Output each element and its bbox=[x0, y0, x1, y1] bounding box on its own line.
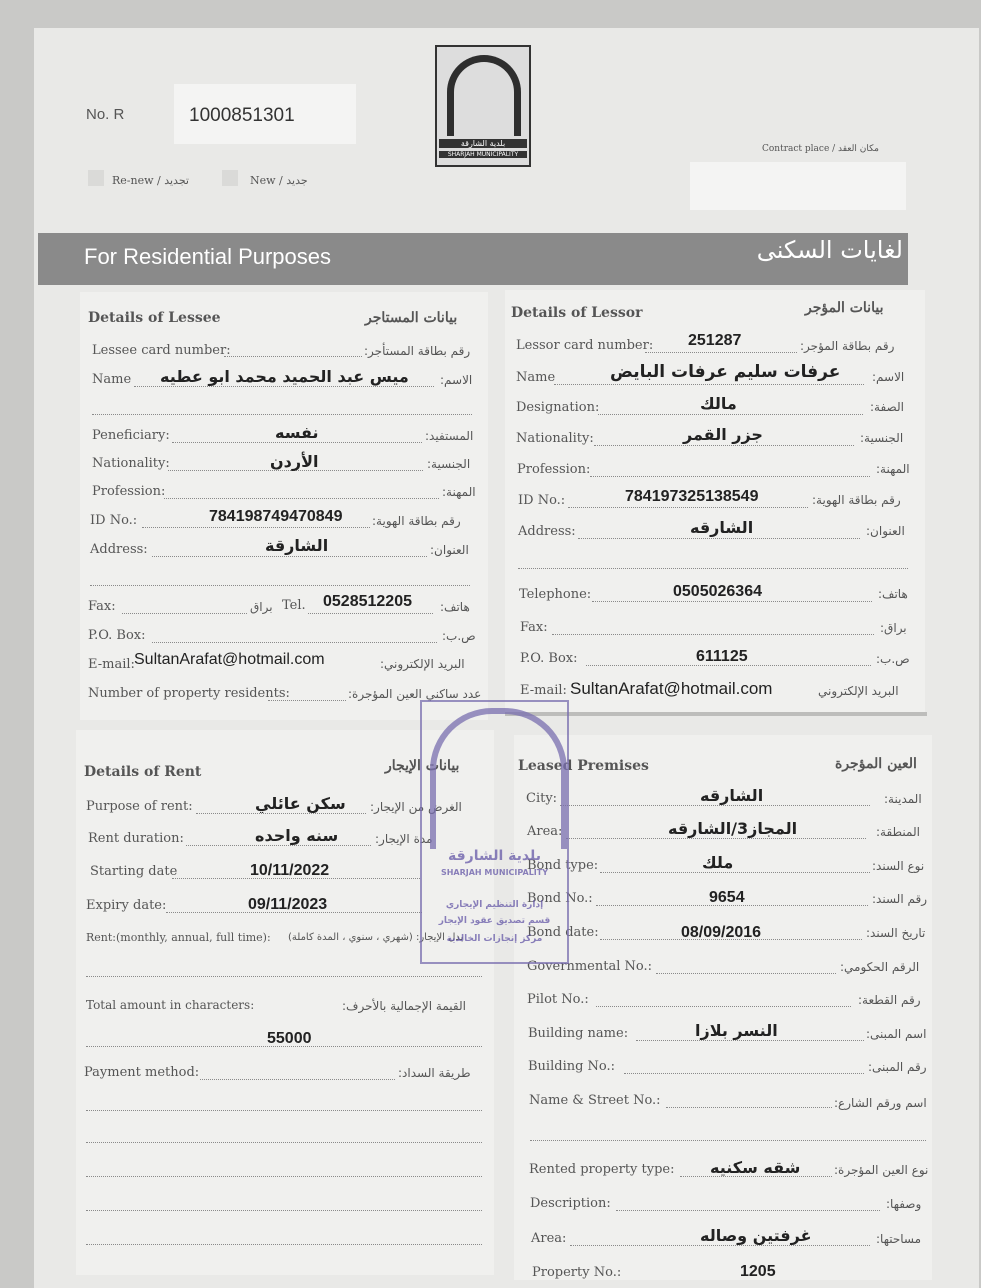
lessee-name-label: Name bbox=[92, 372, 132, 387]
lessee-tel-label: Tel. bbox=[282, 598, 306, 613]
banner-title-en: For Residential Purposes bbox=[84, 244, 332, 269]
premises-building-name-label: Building name: bbox=[528, 1026, 629, 1041]
premises-plot-label-ar: رقم القطعة: bbox=[858, 993, 921, 1007]
lessor-designation-label: Designation: bbox=[516, 400, 600, 415]
stamp-line3: إدارة التنظيم الإيجاري bbox=[445, 900, 544, 910]
lessor-address-label: Address: bbox=[518, 524, 576, 539]
rent-expiry: 09/11/2023 bbox=[248, 896, 328, 913]
lessor-po: 611125 bbox=[696, 648, 748, 665]
lessee-id-label: ID No.: bbox=[90, 513, 138, 528]
lessee-email-label: E-mail: bbox=[88, 657, 135, 672]
lessee-nationality-label-ar: الجنسية: bbox=[427, 457, 471, 471]
lessee-title-ar: بيانات المستاجر bbox=[365, 310, 458, 326]
rent-amount-label: Rent:(monthly, annual, full time): bbox=[86, 931, 271, 944]
renew-label: Re-new / تجديد bbox=[112, 174, 189, 187]
premises-area-label: Area: bbox=[527, 824, 563, 839]
premises-bond-date-label-ar: تاريخ السند: bbox=[866, 926, 926, 940]
stamp-line4: قسم تصديق عقود الإيجار bbox=[438, 916, 551, 926]
lessor-id-label: ID No.: bbox=[518, 493, 566, 508]
premises-bond-date: 08/09/2016 bbox=[681, 924, 762, 941]
rent-title-ar: بيانات الإيجار bbox=[385, 758, 460, 774]
rent-payment-label-ar: طريقة السداد: bbox=[398, 1066, 471, 1080]
lessor-po-label-ar: ص.ب: bbox=[876, 652, 910, 666]
lessee-tel: 0528512205 bbox=[323, 593, 412, 610]
premises-type-label: Rented property type: bbox=[529, 1162, 675, 1177]
premises-building-no-label: Building No.: bbox=[528, 1059, 616, 1074]
premises-gov-label-ar: الرقم الحكومي: bbox=[840, 960, 920, 974]
rent-total-label-ar: القيمة الإجمالية بالأحرف: bbox=[342, 999, 466, 1013]
lessee-po-label: P.O. Box: bbox=[88, 628, 146, 643]
lessee-beneficiary-label: Peneficiary: bbox=[92, 428, 170, 443]
lessee-residents-label: Number of property residents: bbox=[88, 686, 290, 701]
lessee-beneficiary: نفسه bbox=[275, 423, 319, 442]
lessor-tel-label: Telephone: bbox=[519, 587, 592, 602]
premises-area-label-ar: المنطقة: bbox=[876, 825, 920, 839]
lessee-tel-label-ar: هاتف: bbox=[440, 600, 470, 614]
premises-desc-label-ar: وصفها: bbox=[886, 1197, 922, 1211]
premises-area2-label: Area: bbox=[531, 1231, 567, 1246]
premises-plot-label: Pilot No.: bbox=[527, 992, 589, 1007]
lessor-email-label: E-mail: bbox=[520, 683, 567, 698]
rent-payment-label: Payment method: bbox=[84, 1065, 200, 1080]
sharjah-municipality-logo bbox=[435, 45, 531, 167]
premises-city: الشارقه bbox=[700, 786, 764, 805]
logo-text-ar: بلدية الشارقة bbox=[439, 139, 527, 148]
lessor-profession-label: Profession: bbox=[517, 462, 591, 477]
lessee-card-label: Lessee card number: bbox=[92, 343, 231, 358]
lessee-profession-label: Profession: bbox=[92, 484, 166, 499]
lessee-residents-label-ar: عدد ساكني العين المؤجرة: bbox=[348, 687, 482, 701]
lessor-profession-label-ar: المهنة: bbox=[876, 462, 910, 476]
lessee-name-label-ar: الاسم: bbox=[440, 373, 473, 387]
lessor-address-label-ar: العنوان: bbox=[866, 524, 905, 538]
lessor-email-label-ar: البريد الإلكتروني bbox=[818, 684, 899, 698]
stamp-line1: بلدية الشارقة bbox=[448, 848, 541, 864]
lessor-nationality-label-ar: الجنسية: bbox=[860, 431, 904, 445]
premises-type: شقه سكنيه bbox=[710, 1158, 801, 1177]
no-r-label: No. R bbox=[86, 106, 125, 123]
premises-area2: غرفتين وصاله bbox=[700, 1226, 812, 1245]
premises-bond-type: ملك bbox=[702, 853, 734, 872]
premises-bond-no: 9654 bbox=[709, 889, 745, 906]
premises-bond-no-label-ar: رقم السند: bbox=[872, 892, 927, 906]
lessee-id-label-ar: رقم بطاقة الهوية: bbox=[372, 514, 461, 528]
stamp-line5: مركز إنجازات الخالدية bbox=[446, 934, 543, 944]
rent-amount-label-ar: بدل الإيجار: (شهري ، سنوي ، المدة كاملة) bbox=[288, 932, 464, 943]
premises-bond-type-label: Bond type: bbox=[527, 858, 599, 873]
rent-total-label: Total amount in characters: bbox=[86, 998, 255, 1012]
premises-desc-label: Description: bbox=[530, 1196, 611, 1211]
lessor-designation: مالك bbox=[700, 394, 737, 413]
lessor-po-label: P.O. Box: bbox=[520, 651, 578, 666]
renew-checkbox[interactable] bbox=[88, 170, 104, 186]
lessee-address-label-ar: العنوان: bbox=[430, 543, 469, 557]
lessor-card-label: Lessor card number: bbox=[516, 338, 654, 353]
lessor-card: 251287 bbox=[688, 332, 742, 349]
lessor-designation-label-ar: الصفة: bbox=[870, 400, 904, 414]
lessee-nationality-label: Nationality: bbox=[92, 456, 170, 471]
lessor-nationality-label: Nationality: bbox=[516, 431, 594, 446]
lessor-name: عرفات سليم عرفات البايض bbox=[610, 362, 841, 382]
rent-start: 10/11/2022 bbox=[250, 862, 330, 879]
stamp-line2: SHARJAH MUNICIPALITY bbox=[440, 868, 549, 877]
premises-bond-date-label: Bond date: bbox=[527, 925, 599, 940]
lessee-email: SultanArafat@hotmail.com bbox=[134, 651, 325, 668]
lessor-tel-label-ar: هاتف: bbox=[878, 587, 908, 601]
lessee-fax-label-ar: براق bbox=[250, 600, 273, 614]
premises-property-no-label: Property No.: bbox=[532, 1265, 622, 1280]
lessee-beneficiary-label-ar: المستفيد: bbox=[425, 429, 474, 443]
lessee-name: ميس عبد الحميد محمد ابو عطيه bbox=[160, 367, 409, 386]
rent-purpose: سكن عائلي bbox=[255, 794, 346, 813]
lessee-address-label: Address: bbox=[90, 542, 148, 557]
logo-text-en: SHARJAH MUNICIPALITY bbox=[439, 151, 527, 158]
lessor-title-ar: بيانات المؤجر bbox=[805, 300, 884, 316]
contract-place-label: Contract place / مكان العقد bbox=[762, 144, 879, 154]
lessee-profession-label-ar: المهنة: bbox=[442, 485, 476, 499]
lessor-address: الشارقه bbox=[690, 518, 754, 537]
rent-expiry-label: Expiry date: bbox=[86, 898, 167, 913]
municipality-stamp bbox=[420, 700, 569, 964]
rent-total: 55000 bbox=[267, 1030, 312, 1047]
lessee-address: الشارقة bbox=[265, 536, 329, 555]
premises-city-label: City: bbox=[526, 791, 558, 806]
lessor-fax-label-ar: براق: bbox=[880, 621, 907, 635]
premises-gov-label: Governmental No.: bbox=[527, 959, 652, 974]
premises-street-label-ar: اسم ورقم الشارع: bbox=[834, 1096, 927, 1110]
lessor-id-label-ar: رقم بطاقة الهوية: bbox=[812, 493, 901, 507]
premises-city-label-ar: المدينة: bbox=[884, 792, 922, 806]
premises-title-ar: العين المؤجرة bbox=[835, 756, 917, 772]
contract-number: 1000851301 bbox=[189, 105, 295, 126]
lessee-fax-label: Fax: bbox=[88, 599, 116, 614]
contract-place-field[interactable] bbox=[690, 162, 906, 210]
stamp-arch-icon bbox=[430, 708, 567, 849]
rent-purpose-label: Purpose of rent: bbox=[86, 799, 193, 814]
lessee-po-label-ar: ص.ب: bbox=[442, 629, 476, 643]
lessor-id: 784197325138549 bbox=[625, 488, 759, 505]
lessee-title: Details of Lessee bbox=[88, 310, 221, 326]
lessor-card-label-ar: رقم بطاقة المؤجر: bbox=[800, 339, 895, 353]
premises-building-name-label-ar: اسم المبنى: bbox=[866, 1027, 927, 1041]
new-label: New / جديد bbox=[250, 174, 308, 187]
premises-type-label-ar: نوع العين المؤجرة: bbox=[834, 1163, 929, 1177]
lessee-card-label-ar: رقم بطاقة المستأجر: bbox=[364, 344, 471, 358]
lessor-email: SultanArafat@hotmail.com bbox=[570, 679, 773, 698]
banner-title-ar: لغايات السكنى bbox=[756, 236, 903, 264]
lessee-nationality: الأردن bbox=[270, 452, 319, 471]
lessor-tel: 0505026364 bbox=[673, 583, 762, 600]
rent-duration-label-ar: مدة الإيجار: bbox=[375, 832, 433, 846]
lessor-name-label: Name bbox=[516, 370, 556, 385]
premises-property-no: 1205 bbox=[740, 1263, 776, 1280]
logo-arch-icon bbox=[447, 55, 521, 136]
premises-building-no-label-ar: رقم المبنى: bbox=[868, 1060, 927, 1074]
rent-duration-label: Rent duration: bbox=[88, 831, 184, 846]
premises-street-label: Name & Street No.: bbox=[529, 1093, 661, 1108]
lessee-email-label-ar: البريد الإلكتروني: bbox=[380, 657, 465, 671]
premises-area2-label-ar: مساحتها: bbox=[876, 1232, 922, 1246]
premises-area: المجاز3/الشارقه bbox=[668, 819, 798, 838]
premises-bond-type-label-ar: نوع السند: bbox=[872, 859, 925, 873]
rent-duration: سنه واحده bbox=[255, 826, 339, 845]
lessor-name-label-ar: الاسم: bbox=[872, 370, 905, 384]
lessee-id: 784198749470849 bbox=[209, 508, 343, 525]
lessor-nationality: جزر القمر bbox=[683, 425, 763, 444]
premises-bond-no-label: Bond No.: bbox=[527, 891, 593, 906]
rent-title: Details of Rent bbox=[84, 764, 202, 780]
lessor-title: Details of Lessor bbox=[511, 305, 643, 321]
lessor-fax-label: Fax: bbox=[520, 620, 548, 635]
new-checkbox[interactable] bbox=[222, 170, 238, 186]
premises-building-name: النسر بلازا bbox=[695, 1021, 778, 1040]
premises-title: Leased Premises bbox=[518, 758, 649, 774]
rent-purpose-label-ar: الغرض من الإيجار: bbox=[370, 800, 462, 814]
rent-start-label: Starting date bbox=[90, 864, 178, 879]
